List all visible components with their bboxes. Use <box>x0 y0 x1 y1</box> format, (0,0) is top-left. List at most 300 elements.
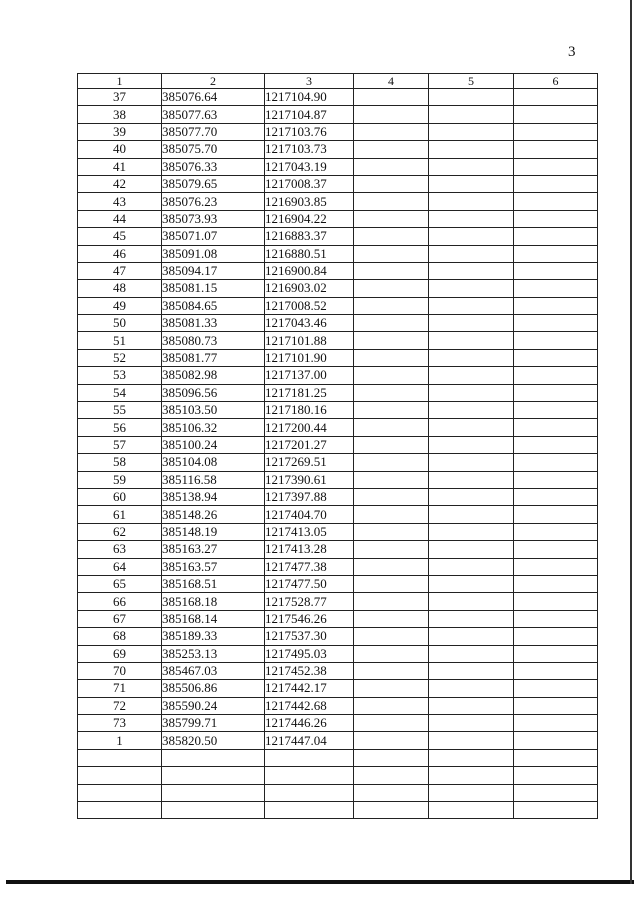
table-row <box>78 141 598 158</box>
y-coordinate-cell: 1217413.28 <box>265 541 354 558</box>
empty-cell <box>429 175 514 192</box>
empty-cell <box>162 767 265 784</box>
empty-cell <box>354 245 429 262</box>
empty-cell <box>514 662 598 679</box>
empty-cell <box>429 558 514 575</box>
empty-cell <box>429 645 514 662</box>
empty-cell <box>429 332 514 349</box>
point-number-cell: 52 <box>78 349 162 366</box>
empty-cell <box>514 697 598 714</box>
table-row <box>78 628 598 645</box>
empty-cell <box>514 106 598 123</box>
table-row <box>78 315 598 332</box>
y-coordinate-cell: 1217446.26 <box>265 715 354 732</box>
empty-cell <box>354 297 429 314</box>
y-coordinate-cell: 1217269.51 <box>265 454 354 471</box>
table-row <box>78 523 598 540</box>
empty-cell <box>429 575 514 592</box>
empty-cell <box>354 802 429 819</box>
empty-cell <box>429 315 514 332</box>
empty-cell <box>354 506 429 523</box>
point-number-cell: 69 <box>78 645 162 662</box>
point-number-cell: 61 <box>78 506 162 523</box>
empty-cell <box>429 506 514 523</box>
table-row <box>78 402 598 419</box>
empty-cell <box>429 384 514 401</box>
header-col-4: 4 <box>354 74 429 89</box>
empty-cell <box>429 541 514 558</box>
point-number-cell: 41 <box>78 158 162 175</box>
table-row <box>78 228 598 245</box>
empty-cell <box>429 158 514 175</box>
empty-cell <box>514 436 598 453</box>
x-coordinate-cell: 385096.56 <box>162 384 265 401</box>
y-coordinate-cell: 1217200.44 <box>265 419 354 436</box>
x-coordinate-cell: 385189.33 <box>162 628 265 645</box>
empty-cell <box>514 680 598 697</box>
point-number-cell: 49 <box>78 297 162 314</box>
empty-cell <box>354 558 429 575</box>
empty-cell <box>429 749 514 766</box>
table-row <box>78 662 598 679</box>
empty-cell <box>514 471 598 488</box>
empty-cell <box>354 123 429 140</box>
x-coordinate-cell: 385590.24 <box>162 697 265 714</box>
empty-cell <box>354 210 429 227</box>
empty-table-row <box>78 767 598 784</box>
x-coordinate-cell: 385168.14 <box>162 610 265 627</box>
y-coordinate-cell: 1217528.77 <box>265 593 354 610</box>
y-coordinate-cell: 1217442.17 <box>265 680 354 697</box>
empty-cell <box>514 715 598 732</box>
y-coordinate-cell: 1217103.73 <box>265 141 354 158</box>
table-row <box>78 575 598 592</box>
point-number-cell: 70 <box>78 662 162 679</box>
y-coordinate-cell: 1216900.84 <box>265 262 354 279</box>
x-coordinate-cell: 385104.08 <box>162 454 265 471</box>
table-row <box>78 680 598 697</box>
empty-cell <box>354 575 429 592</box>
empty-cell <box>354 367 429 384</box>
point-number-cell: 63 <box>78 541 162 558</box>
empty-cell <box>429 697 514 714</box>
table-row <box>78 610 598 627</box>
empty-cell <box>265 767 354 784</box>
empty-cell <box>514 645 598 662</box>
empty-table-row <box>78 749 598 766</box>
empty-table-row <box>78 784 598 801</box>
x-coordinate-cell: 385116.58 <box>162 471 265 488</box>
empty-cell <box>429 436 514 453</box>
x-coordinate-cell: 385168.18 <box>162 593 265 610</box>
empty-cell <box>514 402 598 419</box>
empty-cell <box>354 454 429 471</box>
empty-cell <box>354 593 429 610</box>
empty-cell <box>514 262 598 279</box>
y-coordinate-cell: 1216883.37 <box>265 228 354 245</box>
y-coordinate-cell: 1216904.22 <box>265 210 354 227</box>
empty-cell <box>514 297 598 314</box>
empty-cell <box>354 262 429 279</box>
table-row <box>78 175 598 192</box>
empty-cell <box>429 297 514 314</box>
x-coordinate-cell: 385082.98 <box>162 367 265 384</box>
table-row <box>78 419 598 436</box>
y-coordinate-cell: 1216903.02 <box>265 280 354 297</box>
point-number-cell: 59 <box>78 471 162 488</box>
point-number-cell: 73 <box>78 715 162 732</box>
y-coordinate-cell: 1217397.88 <box>265 488 354 505</box>
table-row <box>78 506 598 523</box>
empty-cell <box>429 628 514 645</box>
empty-cell <box>514 523 598 540</box>
empty-cell <box>354 715 429 732</box>
x-coordinate-cell: 385168.51 <box>162 575 265 592</box>
y-coordinate-cell: 1216903.85 <box>265 193 354 210</box>
y-coordinate-cell: 1217390.61 <box>265 471 354 488</box>
empty-cell <box>429 732 514 749</box>
table-row <box>78 158 598 175</box>
point-number-cell: 42 <box>78 175 162 192</box>
table-row <box>78 367 598 384</box>
empty-cell <box>514 541 598 558</box>
point-number-cell: 71 <box>78 680 162 697</box>
empty-cell <box>429 367 514 384</box>
empty-cell <box>514 367 598 384</box>
point-number-cell: 56 <box>78 419 162 436</box>
point-number-cell: 45 <box>78 228 162 245</box>
empty-cell <box>514 784 598 801</box>
empty-cell <box>78 784 162 801</box>
empty-cell <box>429 193 514 210</box>
empty-cell <box>354 332 429 349</box>
table-row <box>78 732 598 749</box>
table-row <box>78 210 598 227</box>
y-coordinate-cell: 1217104.87 <box>265 106 354 123</box>
empty-cell <box>354 628 429 645</box>
empty-cell <box>429 280 514 297</box>
table-row <box>78 471 598 488</box>
empty-cell <box>354 349 429 366</box>
x-coordinate-cell: 385138.94 <box>162 488 265 505</box>
x-coordinate-cell: 385076.23 <box>162 193 265 210</box>
table-row <box>78 106 598 123</box>
table-row <box>78 488 598 505</box>
empty-cell <box>354 315 429 332</box>
x-coordinate-cell: 385467.03 <box>162 662 265 679</box>
point-number-cell: 58 <box>78 454 162 471</box>
table-row <box>78 245 598 262</box>
empty-cell <box>429 767 514 784</box>
x-coordinate-cell: 385163.27 <box>162 541 265 558</box>
table-row <box>78 262 598 279</box>
empty-cell <box>429 488 514 505</box>
x-coordinate-cell: 385084.65 <box>162 297 265 314</box>
empty-cell <box>429 662 514 679</box>
empty-cell <box>514 332 598 349</box>
header-col-1: 1 <box>78 74 162 89</box>
empty-cell <box>78 749 162 766</box>
point-number-cell: 53 <box>78 367 162 384</box>
table-row <box>78 297 598 314</box>
x-coordinate-cell: 385081.77 <box>162 349 265 366</box>
point-number-cell: 57 <box>78 436 162 453</box>
empty-cell <box>354 697 429 714</box>
empty-cell <box>514 280 598 297</box>
empty-cell <box>354 732 429 749</box>
point-number-cell: 64 <box>78 558 162 575</box>
empty-cell <box>429 715 514 732</box>
point-number-cell: 62 <box>78 523 162 540</box>
empty-cell <box>354 228 429 245</box>
x-coordinate-cell: 385506.86 <box>162 680 265 697</box>
x-coordinate-cell: 385080.73 <box>162 332 265 349</box>
empty-cell <box>429 593 514 610</box>
point-number-cell: 43 <box>78 193 162 210</box>
table-row <box>78 349 598 366</box>
x-coordinate-cell: 385071.07 <box>162 228 265 245</box>
empty-cell <box>514 228 598 245</box>
empty-cell <box>354 784 429 801</box>
empty-cell <box>354 193 429 210</box>
empty-cell <box>78 802 162 819</box>
empty-cell <box>354 402 429 419</box>
header-col-5: 5 <box>429 74 514 89</box>
empty-cell <box>162 784 265 801</box>
table-row <box>78 715 598 732</box>
empty-cell <box>354 280 429 297</box>
x-coordinate-cell: 385103.50 <box>162 402 265 419</box>
empty-cell <box>429 210 514 227</box>
empty-cell <box>354 662 429 679</box>
empty-cell <box>162 749 265 766</box>
table-row <box>78 193 598 210</box>
empty-cell <box>162 802 265 819</box>
x-coordinate-cell: 385077.63 <box>162 106 265 123</box>
empty-cell <box>514 628 598 645</box>
y-coordinate-cell: 1217101.90 <box>265 349 354 366</box>
y-coordinate-cell: 1217413.05 <box>265 523 354 540</box>
empty-cell <box>429 610 514 627</box>
empty-cell <box>429 402 514 419</box>
empty-cell <box>514 384 598 401</box>
point-number-cell: 72 <box>78 697 162 714</box>
x-coordinate-cell: 385148.19 <box>162 523 265 540</box>
table-row <box>78 384 598 401</box>
empty-cell <box>354 680 429 697</box>
empty-cell <box>514 141 598 158</box>
empty-cell <box>514 454 598 471</box>
table-row <box>78 558 598 575</box>
x-coordinate-cell: 385100.24 <box>162 436 265 453</box>
empty-cell <box>514 732 598 749</box>
x-coordinate-cell: 385079.65 <box>162 175 265 192</box>
point-number-cell: 44 <box>78 210 162 227</box>
empty-cell <box>265 784 354 801</box>
empty-cell <box>78 767 162 784</box>
x-coordinate-cell: 385820.50 <box>162 732 265 749</box>
empty-cell <box>514 175 598 192</box>
empty-cell <box>514 610 598 627</box>
empty-cell <box>514 488 598 505</box>
table-row <box>78 697 598 714</box>
x-coordinate-cell: 385253.13 <box>162 645 265 662</box>
y-coordinate-cell: 1217043.46 <box>265 315 354 332</box>
y-coordinate-cell: 1217495.03 <box>265 645 354 662</box>
y-coordinate-cell: 1217477.38 <box>265 558 354 575</box>
point-number-cell: 65 <box>78 575 162 592</box>
table-row <box>78 280 598 297</box>
x-coordinate-cell: 385077.70 <box>162 123 265 140</box>
y-coordinate-cell: 1217477.50 <box>265 575 354 592</box>
empty-cell <box>429 454 514 471</box>
empty-cell <box>514 506 598 523</box>
empty-cell <box>429 419 514 436</box>
empty-cell <box>514 749 598 766</box>
empty-cell <box>514 558 598 575</box>
y-coordinate-cell: 1217008.37 <box>265 175 354 192</box>
x-coordinate-cell: 385081.33 <box>162 315 265 332</box>
empty-cell <box>354 384 429 401</box>
y-coordinate-cell: 1217404.70 <box>265 506 354 523</box>
y-coordinate-cell: 1216880.51 <box>265 245 354 262</box>
empty-cell <box>265 802 354 819</box>
y-coordinate-cell: 1217452.38 <box>265 662 354 679</box>
empty-cell <box>429 523 514 540</box>
empty-cell <box>429 680 514 697</box>
x-coordinate-cell: 385076.64 <box>162 89 265 106</box>
header-col-3: 3 <box>265 74 354 89</box>
x-coordinate-cell: 385073.93 <box>162 210 265 227</box>
empty-cell <box>514 349 598 366</box>
empty-cell <box>514 419 598 436</box>
table-row <box>78 593 598 610</box>
empty-cell <box>514 575 598 592</box>
x-coordinate-cell: 385799.71 <box>162 715 265 732</box>
empty-cell <box>354 749 429 766</box>
empty-cell <box>354 158 429 175</box>
empty-cell <box>514 802 598 819</box>
point-number-cell: 1 <box>78 732 162 749</box>
header-col-6: 6 <box>514 74 598 89</box>
y-coordinate-cell: 1217201.27 <box>265 436 354 453</box>
y-coordinate-cell: 1217103.76 <box>265 123 354 140</box>
point-number-cell: 48 <box>78 280 162 297</box>
point-number-cell: 47 <box>78 262 162 279</box>
empty-cell <box>354 175 429 192</box>
table-header-row <box>78 74 598 89</box>
point-number-cell: 39 <box>78 123 162 140</box>
point-number-cell: 50 <box>78 315 162 332</box>
empty-table-row <box>78 802 598 819</box>
empty-cell <box>514 245 598 262</box>
empty-cell <box>265 749 354 766</box>
empty-cell <box>514 315 598 332</box>
empty-cell <box>354 419 429 436</box>
x-coordinate-cell: 385091.08 <box>162 245 265 262</box>
empty-cell <box>354 541 429 558</box>
empty-cell <box>354 645 429 662</box>
empty-cell <box>354 436 429 453</box>
empty-cell <box>354 767 429 784</box>
empty-cell <box>429 784 514 801</box>
empty-cell <box>514 89 598 106</box>
empty-cell <box>429 89 514 106</box>
empty-cell <box>514 210 598 227</box>
point-number-cell: 46 <box>78 245 162 262</box>
empty-cell <box>429 228 514 245</box>
x-coordinate-cell: 385163.57 <box>162 558 265 575</box>
y-coordinate-cell: 1217180.16 <box>265 402 354 419</box>
point-number-cell: 38 <box>78 106 162 123</box>
empty-cell <box>354 610 429 627</box>
table-row <box>78 436 598 453</box>
empty-cell <box>429 471 514 488</box>
table-row <box>78 645 598 662</box>
y-coordinate-cell: 1217104.90 <box>265 89 354 106</box>
x-coordinate-cell: 385076.33 <box>162 158 265 175</box>
y-coordinate-cell: 1217181.25 <box>265 384 354 401</box>
empty-cell <box>429 262 514 279</box>
point-number-cell: 55 <box>78 402 162 419</box>
table-row <box>78 123 598 140</box>
empty-cell <box>354 523 429 540</box>
empty-cell <box>354 106 429 123</box>
empty-cell <box>354 89 429 106</box>
point-number-cell: 51 <box>78 332 162 349</box>
y-coordinate-cell: 1217442.68 <box>265 697 354 714</box>
y-coordinate-cell: 1217137.00 <box>265 367 354 384</box>
x-coordinate-cell: 385148.26 <box>162 506 265 523</box>
x-coordinate-cell: 385075.70 <box>162 141 265 158</box>
point-number-cell: 66 <box>78 593 162 610</box>
y-coordinate-cell: 1217447.04 <box>265 732 354 749</box>
empty-cell <box>514 123 598 140</box>
table-row <box>78 454 598 471</box>
empty-cell <box>514 593 598 610</box>
table-row <box>78 332 598 349</box>
x-coordinate-cell: 385094.17 <box>162 262 265 279</box>
point-number-cell: 67 <box>78 610 162 627</box>
empty-cell <box>514 158 598 175</box>
empty-cell <box>429 802 514 819</box>
y-coordinate-cell: 1217043.19 <box>265 158 354 175</box>
x-coordinate-cell: 385106.32 <box>162 419 265 436</box>
point-number-cell: 60 <box>78 488 162 505</box>
empty-cell <box>354 141 429 158</box>
page-number: 3 <box>568 44 576 60</box>
empty-cell <box>429 123 514 140</box>
empty-cell <box>514 193 598 210</box>
table-row <box>78 541 598 558</box>
header-col-2: 2 <box>162 74 265 89</box>
empty-cell <box>429 349 514 366</box>
bottom-border-rule <box>6 880 634 884</box>
table-row <box>78 89 598 106</box>
y-coordinate-cell: 1217008.52 <box>265 297 354 314</box>
point-number-cell: 54 <box>78 384 162 401</box>
point-number-cell: 40 <box>78 141 162 158</box>
coordinates-table <box>77 73 598 819</box>
point-number-cell: 68 <box>78 628 162 645</box>
empty-cell <box>429 106 514 123</box>
empty-cell <box>429 245 514 262</box>
empty-cell <box>514 767 598 784</box>
point-number-cell: 37 <box>78 89 162 106</box>
empty-cell <box>354 471 429 488</box>
y-coordinate-cell: 1217546.26 <box>265 610 354 627</box>
empty-cell <box>354 488 429 505</box>
